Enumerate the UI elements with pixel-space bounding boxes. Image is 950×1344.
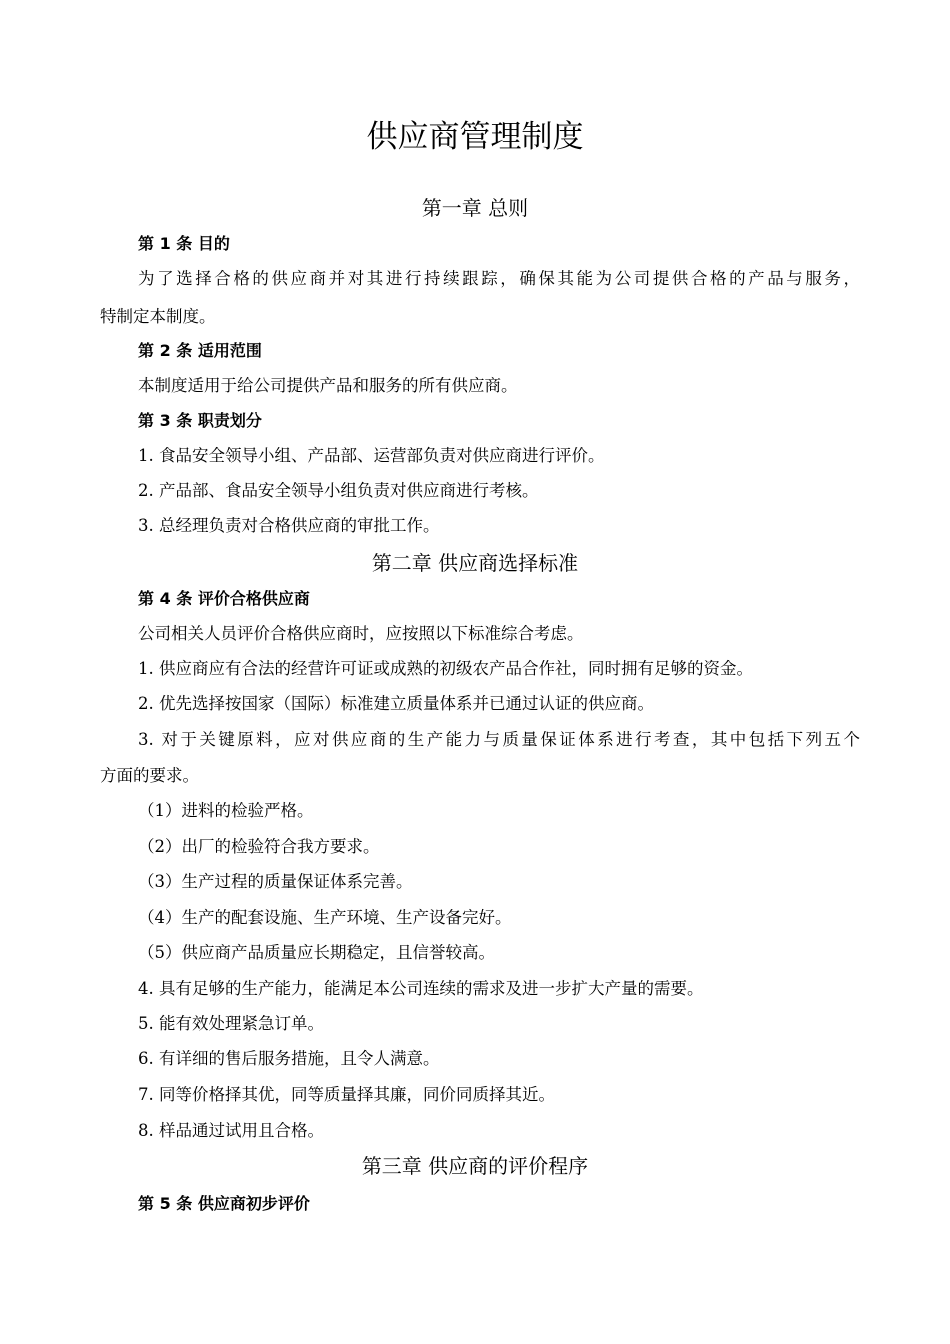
article-4-item: 8. 样品通过试用且合格。 [138, 1121, 324, 1140]
article-4-heading: 第 4 条 评价合格供应商 [138, 589, 310, 608]
article-4-item: 2. 优先选择按国家（国际）标准建立质量体系并已通过认证的供应商。 [138, 694, 654, 713]
article-4-item: 4. 具有足够的生产能力，能满足本公司连续的需求及进一步扩大产量的需要。 [138, 979, 704, 998]
article-3-heading: 第 3 条 职责划分 [138, 411, 262, 430]
article-3-item: 3. 总经理负责对合格供应商的审批工作。 [138, 516, 440, 535]
page-title: 供应商管理制度 [366, 119, 584, 155]
article-3-item: 2. 产品部、食品安全领导小组负责对供应商进行考核。 [138, 481, 539, 500]
article-4-item: 5. 能有效处理紧急订单。 [138, 1014, 324, 1033]
chapter-3-heading: 第三章 供应商的评价程序 [361, 1154, 589, 1178]
article-2-paragraph: 本制度适用于给公司提供产品和服务的所有供应商。 [138, 376, 518, 395]
article-5-heading: 第 5 条 供应商初步评价 [138, 1194, 310, 1213]
article-3-item: 1. 食品安全领导小组、产品部、运营部负责对供应商进行评价。 [138, 446, 605, 465]
article-4-sub-item: （3）生产过程的质量保证体系完善。 [138, 872, 413, 891]
article-4-sub-item: （5）供应商产品质量应长期稳定，且信誉较高。 [138, 943, 495, 962]
article-4-item: 7. 同等价格择其优，同等质量择其廉，同价同质择其近。 [138, 1085, 555, 1104]
chapter-2-heading: 第二章 供应商选择标准 [371, 551, 579, 575]
chapter-1-heading: 第一章 总则 [421, 196, 529, 220]
article-4-item-line2: 方面的要求。 [100, 766, 199, 785]
article-4-sub-item: （4）生产的配套设施、生产环境、生产设备完好。 [138, 908, 512, 927]
article-1-heading: 第 1 条 目的 [138, 234, 230, 253]
article-4-item: 1. 供应商应有合法的经营许可证或成熟的初级农产品合作社，同时拥有足够的资金。 [138, 659, 753, 678]
article-4-item-line1: 3. 对于关键原料，应对供应商的生产能力与质量保证体系进行考查，其中包括下列五个 [138, 730, 860, 749]
article-4-intro: 公司相关人员评价合格供应商时，应按照以下标准综合考虑。 [138, 624, 584, 643]
article-1-paragraph-line1: 为了选择合格的供应商并对其进行持续跟踪，确保其能为公司提供合格的产品与服务， [138, 269, 860, 288]
article-1-paragraph-line2: 特制定本制度。 [100, 307, 216, 326]
article-4-item: 6. 有详细的售后服务措施，且令人满意。 [138, 1049, 440, 1068]
article-4-sub-item: （2）出厂的检验符合我方要求。 [138, 837, 380, 856]
article-4-sub-item: （1）进料的检验严格。 [138, 801, 314, 820]
article-2-heading: 第 2 条 适用范围 [138, 341, 262, 360]
